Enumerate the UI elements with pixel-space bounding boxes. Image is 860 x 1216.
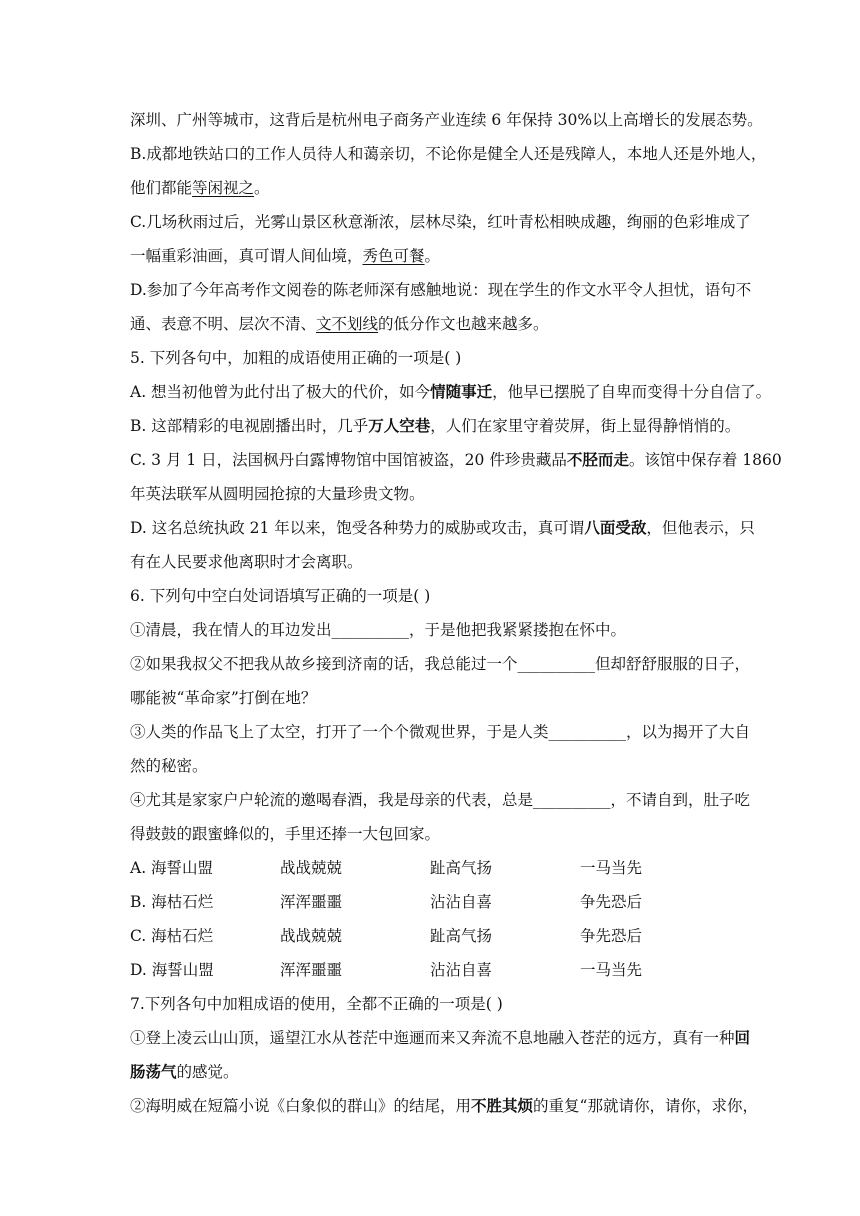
text: 。该馆中保存着 1860 <box>628 451 782 469</box>
underlined-idiom: 文不划线 <box>316 315 379 333</box>
q5-option-c-2: 年英法联军从圆明园抢掠的大量珍贵文物。 <box>130 485 425 503</box>
q7-sentence-1 <box>130 1028 751 1048</box>
option-cell: B. 海枯石烂 <box>130 893 214 911</box>
bold-idiom: 回 <box>734 1028 751 1047</box>
q6-sentence-2: ②如果我叔父不把我从故乡接到济南的话，我总能过一个__________但却舒舒服服的日子， <box>130 655 751 673</box>
q5-option-b <box>130 416 740 436</box>
q6-sentence-4b: 得鼓鼓的跟蜜蜂似的，手里还捧一大包回家。 <box>130 825 441 843</box>
option-cell: 沾沾自喜 <box>430 893 493 911</box>
option-d-line: D.参加了今年高考作文阅卷的陈老师深有感触地说：现在学生的作文水平令人担忧，语句不 <box>130 281 752 299</box>
q6-sentence-2b: 哪能被“革命家”打倒在地？ <box>130 689 317 707</box>
text: ②海明威在短篇小说《白象似的群山》的结尾，用 <box>130 1097 472 1115</box>
q6-sentence-3b: 然的秘密。 <box>130 757 208 775</box>
q6-sentence-4: ④尤其是家家户户轮流的邀喝春酒，我是母亲的代表，总是__________，不请自到，肚子吃 <box>130 791 751 809</box>
bold-idiom: 情随事迁 <box>430 382 493 401</box>
option-cell: 一马当先 <box>580 859 643 877</box>
text: 的低分作文也越来越多。 <box>378 315 549 333</box>
text: 一幅重彩油画，真可谓人间仙境， <box>130 247 363 265</box>
q5-option-d <box>130 518 755 538</box>
question-7-title: 7.下列各句中加粗成语的使用，全都不正确的一项是( ) <box>130 995 503 1013</box>
question-5-title: 5. 下列各句中，加粗的成语使用正确的一项是( ) <box>130 349 462 367</box>
option-cell: 趾高气扬 <box>430 859 493 877</box>
text: ，人们在家里守着荧屏，街上显得静悄悄的。 <box>430 417 741 435</box>
option-cell: 沾沾自喜 <box>430 961 493 979</box>
q5-option-c <box>130 450 782 470</box>
option-d-line-2 <box>130 314 549 334</box>
underlined-idiom: 秀色可餐 <box>362 247 425 265</box>
option-c-line-2 <box>130 246 440 266</box>
text: ①登上凌云山山顶，遥望江水从苍茫中迤逦而来又奔流不息地融入苍茫的远方，真有一种 <box>130 1029 735 1047</box>
option-c-line: C.几场秋雨过后，光雾山景区秋意渐浓，层林尽染，红叶青松相映成趣，绚丽的色彩堆成了 <box>130 213 751 231</box>
option-b-line: B.成都地铁站口的工作人员待人和蔼亲切，不论你是健全人还是残障人，本地人还是外地人， <box>130 145 767 163</box>
bold-idiom: 八面受敌 <box>584 518 647 537</box>
text: ，但他表示，只 <box>646 519 755 537</box>
underlined-idiom: 等闲视之 <box>192 179 255 197</box>
text: 。 <box>424 247 441 265</box>
text: 的感觉。 <box>176 1063 239 1081</box>
question-6-title: 6. 下列句中空白处词语填写正确的一项是( ) <box>130 587 431 605</box>
text: 。 <box>254 179 270 197</box>
option-cell: 浑浑噩噩 <box>280 893 343 911</box>
option-b-line-2 <box>130 178 270 198</box>
text: 他们都能 <box>130 179 193 197</box>
option-cell: 一马当先 <box>580 961 643 979</box>
text: 的重复“那就请你，请你，求你， <box>533 1097 758 1115</box>
text: A. 想当初他曾为此付出了极大的代价，如今 <box>130 383 431 401</box>
text: ，他早已摆脱了自卑而变得十分自信了。 <box>492 383 772 401</box>
text: C. 3 月 1 日，法国枫丹白露博物馆中国馆被盗，20 件珍贵藏品 <box>130 451 567 469</box>
option-cell: 争先恐后 <box>580 927 643 945</box>
q7-sentence-2 <box>130 1096 758 1116</box>
bold-idiom: 肠荡气 <box>130 1062 177 1081</box>
option-cell: 浑浑噩噩 <box>280 961 343 979</box>
option-cell: 趾高气扬 <box>430 927 493 945</box>
option-cell: C. 海枯石烂 <box>130 927 214 945</box>
bold-idiom: 万人空巷 <box>368 416 431 435</box>
option-cell: 战战兢兢 <box>280 927 343 945</box>
text: 通、表意不明、层次不清、 <box>130 315 317 333</box>
bold-idiom: 不胜其烦 <box>471 1096 534 1115</box>
q6-sentence-3: ③人类的作品飞上了太空，打开了一个个微观世界，于是人类__________，以为揭开了大自 <box>130 723 751 741</box>
paragraph-line: 深圳、广州等城市，这背后是杭州电子商务产业连续 6 年保持 30%以上高增长的发展态势。 <box>130 111 763 129</box>
text: D. 这名总统执政 21 年以来，饱受各种势力的威胁或攻击，真可谓 <box>130 519 585 537</box>
q5-option-d-2: 有在人民要求他离职时才会离职。 <box>130 553 363 571</box>
option-cell: 争先恐后 <box>580 893 643 911</box>
option-cell: A. 海誓山盟 <box>130 859 214 877</box>
q5-option-a <box>130 382 772 402</box>
option-cell: 战战兢兢 <box>280 859 343 877</box>
q6-sentence-1: ①清晨，我在情人的耳边发出__________，于是他把我紧紧搂抱在怀中。 <box>130 621 627 639</box>
bold-idiom: 不胫而走 <box>566 450 629 469</box>
text: B. 这部精彩的电视剧播出时，几乎 <box>130 417 369 435</box>
q7-sentence-1b <box>130 1062 239 1082</box>
option-cell: D. 海誓山盟 <box>130 961 214 979</box>
